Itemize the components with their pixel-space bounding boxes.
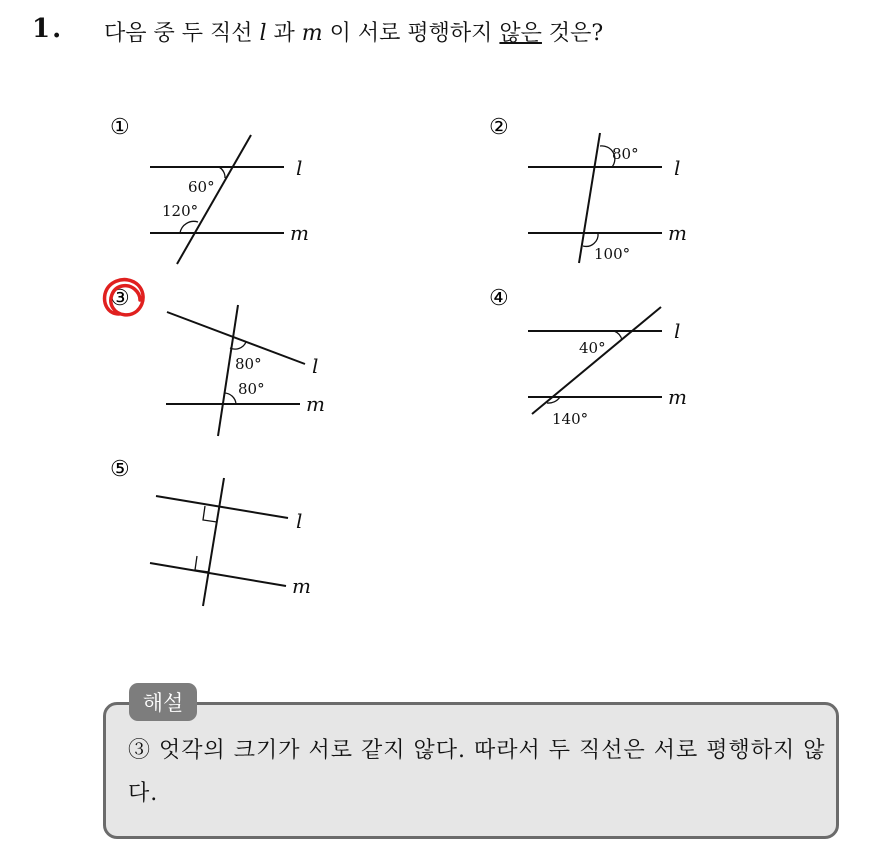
figure-5	[150, 478, 288, 606]
figure-4-angle-arc-1	[614, 331, 622, 340]
figure-2-label-m: m	[668, 221, 687, 245]
figure-1-label-m: m	[290, 221, 309, 245]
figure-3-label-m: m	[306, 392, 325, 416]
figure-2-transversal	[579, 133, 600, 263]
choice-3-marker: ③	[110, 286, 130, 311]
figure-2-label-l: l	[674, 156, 681, 180]
question-number: 1.	[32, 14, 64, 44]
question-text-end: 것은?	[541, 21, 604, 46]
figure-3-label-l: l	[312, 354, 319, 378]
figure-3-angle-arc-2	[224, 393, 236, 404]
choice-4-marker: ④	[489, 286, 509, 311]
figure-5-line-m	[150, 563, 286, 586]
figure-1-transversal	[177, 135, 251, 264]
figure-1	[150, 135, 284, 264]
figure-3-angle-2: 80°	[238, 380, 265, 398]
figure-2	[528, 133, 662, 263]
question-emphasis: 않은	[499, 21, 542, 46]
question-var-m: m	[301, 21, 323, 46]
figure-5-line-l	[156, 496, 288, 518]
solution-box	[103, 702, 839, 839]
figure-5-right-angle-2	[195, 556, 209, 572]
question-text-before: 다음 중 두 직선	[104, 21, 260, 46]
choice-5-marker: ⑤	[110, 457, 130, 482]
solution-tag: 해설	[129, 683, 197, 721]
figure-4	[528, 307, 662, 414]
figure-4-label-l: l	[674, 319, 681, 343]
figure-5-label-l: l	[296, 509, 303, 533]
question-text-mid: 과	[266, 21, 302, 46]
question-var-l: l	[259, 21, 267, 46]
figure-1-angle-1: 60°	[188, 178, 215, 196]
figure-5-transversal	[203, 478, 224, 606]
figure-3-angle-1: 80°	[235, 355, 262, 373]
figure-1-angle-arc-1	[219, 167, 225, 178]
figure-5-label-m: m	[292, 574, 311, 598]
figure-4-angle-2: 140°	[552, 410, 589, 428]
choice-2-marker: ②	[489, 115, 509, 140]
question-text-after: 이 서로 평행하지	[322, 21, 500, 46]
choice-1-marker: ①	[110, 115, 130, 140]
figure-5-right-angle-1	[203, 506, 217, 522]
figure-2-angle-2: 100°	[594, 245, 631, 263]
figure-4-label-m: m	[668, 385, 687, 409]
figure-2-angle-1: 80°	[612, 145, 639, 163]
figure-4-angle-1: 40°	[579, 339, 606, 357]
solution-text: ③ 엇각의 크기가 서로 같지 않다. 따라서 두 직선은 서로 평행하지 않다.	[128, 738, 826, 806]
figure-1-label-l: l	[296, 156, 303, 180]
figure-1-angle-2: 120°	[162, 202, 199, 220]
